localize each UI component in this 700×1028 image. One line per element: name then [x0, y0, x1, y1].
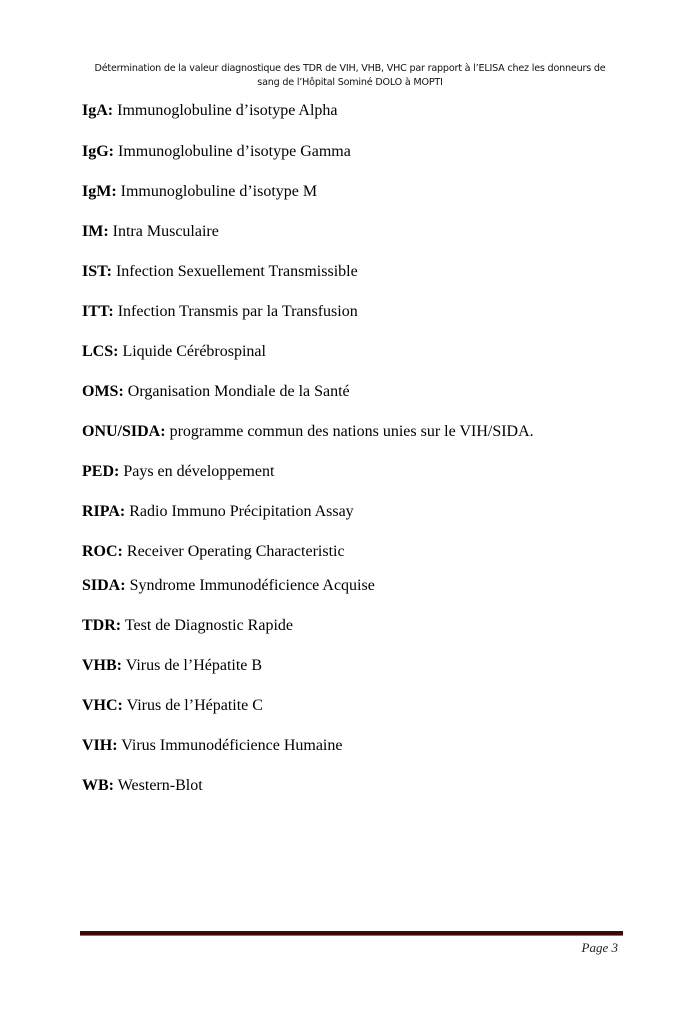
abbreviation-definition: Organisation Mondiale de la Santé [127, 383, 350, 400]
header-line-2: sang de l’Hôpital Sominé DOLO à MOPTI [257, 77, 443, 88]
abbreviation-definition: Liquide Cérébrospinal [122, 343, 266, 360]
abbreviation-entry [82, 737, 342, 755]
abbreviation-definition: Virus de l’Hépatite C [126, 697, 263, 714]
abbreviation-definition: programme commun des nations unies sur le VIH/SIDA. [169, 423, 534, 440]
abbreviation-entry [82, 102, 338, 120]
abbreviation-entry [82, 463, 274, 481]
abbreviation-definition: Infection Transmis par la Transfusion [117, 303, 358, 320]
page-number: Page 3 [581, 940, 618, 955]
abbreviation-definition: Western-Blot [117, 777, 203, 794]
abbreviation-entry [82, 343, 266, 361]
abbreviation-entry [82, 223, 219, 241]
abbreviation-entry [82, 503, 354, 521]
abbreviation-entry [82, 263, 358, 281]
abbreviation-definition: Virus Immunodéficience Humaine [121, 737, 343, 754]
abbreviation-entry [82, 657, 262, 675]
abbreviation-term: IgM: [82, 183, 117, 200]
abbreviation-definition: Syndrome Immunodéficience Acquise [129, 577, 375, 594]
abbreviation-term: RIPA: [82, 503, 126, 520]
abbreviation-entry [82, 183, 317, 201]
abbreviation-entry [82, 383, 350, 401]
abbreviation-term: IgA: [82, 102, 114, 119]
abbreviation-entry [82, 617, 293, 635]
abbreviation-definition: Infection Sexuellement Transmissible [115, 263, 358, 280]
abbreviation-entry [82, 697, 263, 715]
abbreviation-definition: Immunoglobuline d’isotype Gamma [118, 143, 351, 160]
abbreviation-term: IM: [82, 223, 109, 240]
abbreviation-definition: Intra Musculaire [112, 223, 219, 240]
abbreviation-definition: Immunoglobuline d’isotype Alpha [117, 102, 338, 119]
abbreviation-definition: Immunoglobuline d’isotype M [120, 183, 318, 200]
abbreviation-term: OMS: [82, 383, 124, 400]
abbreviation-term: PED: [82, 463, 120, 480]
abbreviation-entry [82, 143, 351, 161]
abbreviation-definition: Receiver Operating Characteristic [126, 543, 345, 560]
abbreviation-term: ROC: [82, 543, 123, 560]
abbreviation-entry [82, 423, 534, 441]
abbreviation-term: ONU/SIDA: [82, 423, 166, 440]
abbreviation-term: VHB: [82, 657, 122, 674]
abbreviation-definition: Pays en développement [123, 463, 275, 480]
abbreviation-term: LCS: [82, 343, 119, 360]
abbreviation-entry [82, 777, 203, 795]
abbreviation-definition: Virus de l’Hépatite B [125, 657, 263, 674]
abbreviation-definition: Test de Diagnostic Rapide [124, 617, 293, 634]
abbreviation-term: IST: [82, 263, 112, 280]
abbreviation-term: TDR: [82, 617, 122, 634]
abbreviation-entry [82, 303, 358, 321]
abbreviation-term: VHC: [82, 697, 123, 714]
abbreviation-term: VIH: [82, 737, 118, 754]
footer-rule [80, 931, 623, 936]
abbreviation-definition: Radio Immuno Précipitation Assay [129, 503, 354, 520]
running-header [60, 62, 640, 90]
abbreviation-term: WB: [82, 777, 114, 794]
abbreviation-entry [82, 577, 375, 595]
header-line-1: Détermination de la valeur diagnostique des TDR de VIH, VHB, VHC par rapport à l’ELISA chez les donneurs de [94, 63, 606, 74]
abbreviation-term: IgG: [82, 143, 114, 160]
abbreviation-term: ITT: [82, 303, 114, 320]
abbreviation-entry [82, 543, 345, 561]
abbreviation-term: SIDA: [82, 577, 126, 594]
